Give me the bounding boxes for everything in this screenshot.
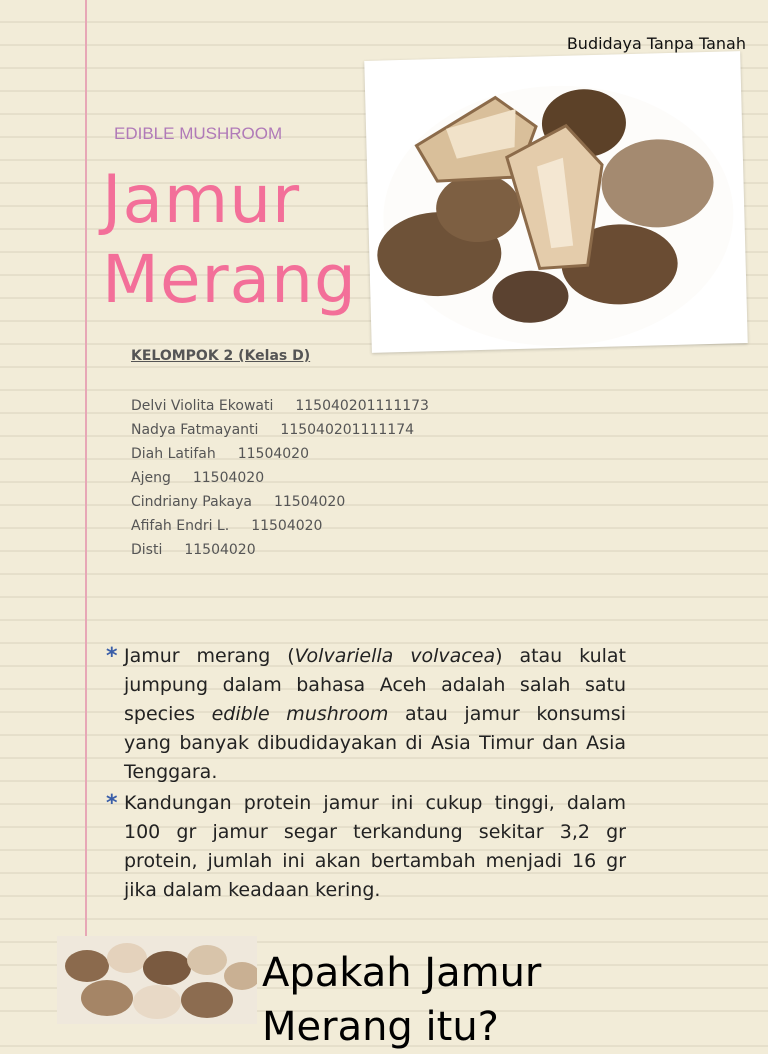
page-title — [102, 160, 357, 320]
kicker-label: EDIBLE MUSHROOM — [114, 124, 283, 143]
bullet-item — [106, 789, 626, 905]
member-nim: 11504020 — [251, 518, 323, 534]
title-line-2: Merang — [102, 241, 357, 318]
member-name: Ajeng — [131, 470, 171, 486]
text-run: Jamur merang ( — [124, 645, 295, 667]
text-run: ) atau kulat jumpung dalam bahasa Aceh adalah salah satu species — [124, 645, 627, 725]
header-label: Budidaya Tanpa Tanah — [566, 34, 746, 53]
member-row — [131, 418, 429, 442]
section-question-heading: Apakah Jamur Merang itu? — [262, 950, 542, 1050]
asterisk-bullet-icon: * — [106, 644, 118, 669]
member-nim: 11504020 — [192, 470, 265, 486]
bullet-text — [124, 642, 626, 787]
member-nim: 11504020 — [237, 446, 309, 462]
scientific-name: Volvariella volvacea — [294, 645, 496, 667]
mushroom-bowl-photo — [364, 51, 748, 353]
member-name: Delvi Violita Ekowati — [131, 398, 274, 414]
member-row — [131, 442, 429, 466]
member-row — [131, 514, 429, 538]
text-run: atau jamur konsumsi yang banyak dibudidayakan di Asia Timur dan Asia Tenggara. — [124, 703, 626, 783]
member-name: Nadya Fatmayanti — [131, 422, 259, 438]
bullet-item — [106, 642, 626, 787]
group-list — [131, 348, 429, 562]
member-row — [131, 466, 429, 490]
member-nim: 11504020 — [273, 494, 346, 510]
member-nim: 115040201111174 — [280, 422, 415, 438]
member-name: Disti — [131, 542, 163, 558]
mushroom-pile-photo — [57, 936, 257, 1024]
title-line-1: Jamur — [102, 161, 301, 238]
member-nim: 115040201111173 — [295, 398, 429, 414]
member-name: Afifah Endri L. — [131, 518, 230, 534]
member-row — [131, 490, 429, 514]
notebook-margin-line — [85, 0, 87, 940]
asterisk-bullet-icon: * — [106, 791, 118, 816]
member-row — [131, 538, 429, 562]
italic-term: edible mushroom — [211, 703, 389, 725]
member-nim: 11504020 — [184, 542, 256, 558]
group-heading: KELOMPOK 2 (Kelas D) — [131, 348, 311, 364]
member-name: Cindriany Pakaya — [131, 494, 252, 510]
member-name: Diah Latifah — [131, 446, 216, 462]
member-row — [131, 394, 429, 418]
bullet-text: Kandungan protein jamur ini cukup tinggi, dalam 100 gr jamur segar terkandung sekitar 3,2 gr protein, jumlah ini akan bertambah menjadi 16 gr jika dalam keadaan kering. — [124, 792, 626, 901]
bullet-list — [106, 642, 626, 907]
